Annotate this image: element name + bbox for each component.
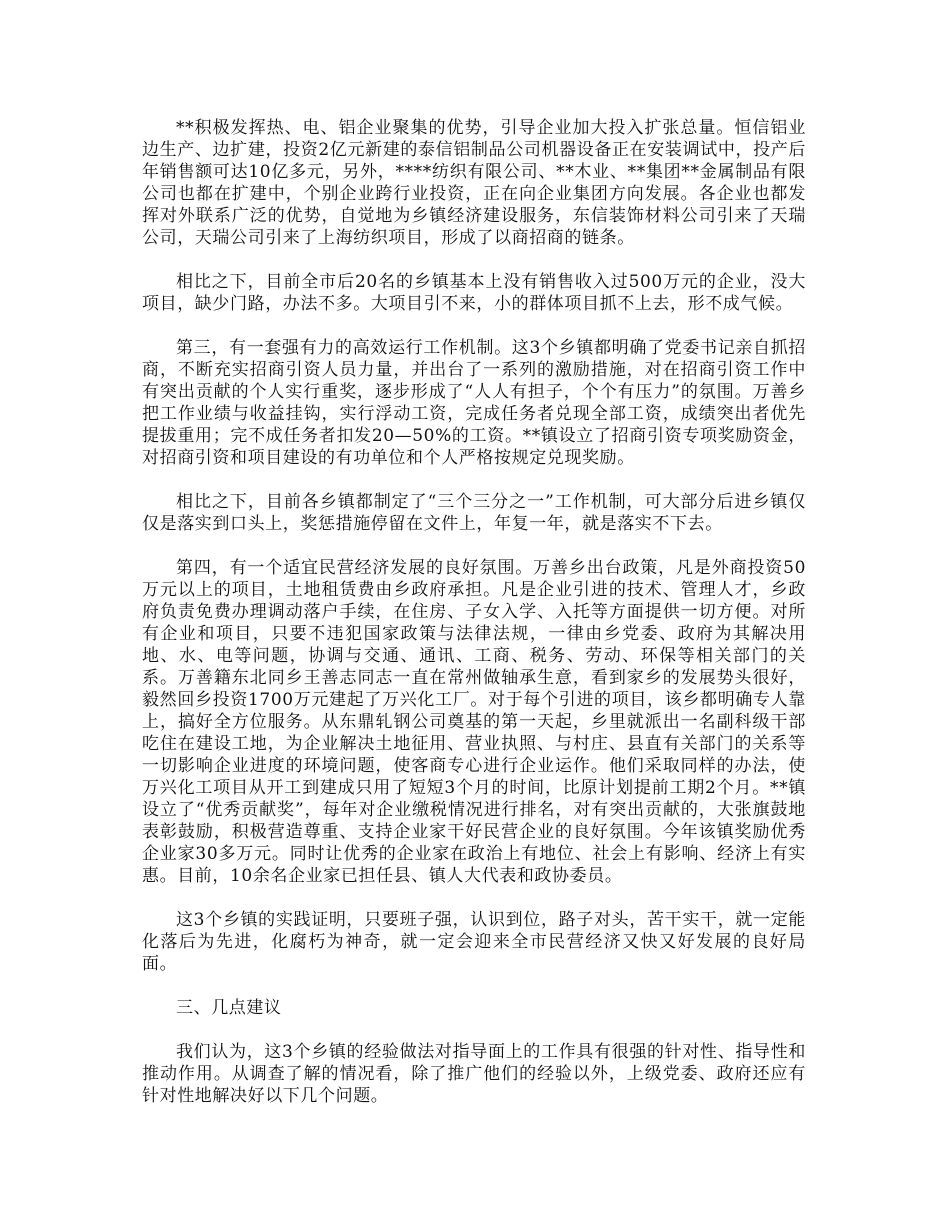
paragraph-comparison-mechanism: 相比之下，目前各乡镇都制定了“三个三分之一”工作机制，可大部分后进乡镇仅仅是落实到口头上，奖惩措施停留在文件上，年复一年，就是落实不下去。 xyxy=(142,492,806,534)
document-body xyxy=(142,117,806,1129)
section-heading-suggestions: 三、几点建议 xyxy=(176,998,282,1018)
paragraph-comparison-bottom-20: 相比之下，目前全市后20名的乡镇基本上没有销售收入过500万元的企业，没大项目，缺少门路，办法不多。大项目引不来，小的群体项目抓不上去，形不成气候。 xyxy=(142,272,806,314)
paragraph-practice-proves: 这3个乡镇的实践证明，只要班子强，认识到位，路子对头，苦干实干，就一定能化落后为先进，化腐朽为神奇，就一定会迎来全市民营经济又快又好发展的良好局面。 xyxy=(142,910,806,974)
paragraph-third-mechanism: 第三，有一套强有力的高效运行工作机制。这3个乡镇都明确了党委书记亲自抓招商，不断充实招商引资人员力量，并出台了一系列的激励措施，对在招商引资工作中有突出贡献的个人实行重奖，逐步形成了“人人有担子，个个有压力”的氛围。万善乡把工作业绩与收益挂钩，实行浮动工资，完成任务者兑现全部工资，成绩突出者优先提拔重用；完不成任务者扣发20—50%的工资。**镇设立了招商引资专项奖励资金，对招商引资和项目建设的有功单位和个人严格按规定兑现奖励。 xyxy=(142,338,806,468)
paragraph-conclusion: 我们认为，这3个乡镇的经验做法对指导面上的工作具有很强的针对性、指导性和推动作用。从调查了解的情况看，除了推广他们的经验以外，上级党委、政府还应有针对性地解决好以下几个问题。 xyxy=(142,1042,806,1106)
paragraph-enterprise-aggregation: **积极发挥热、电、铝企业聚集的优势，引导企业加大投入扩张总量。恒信铝业边生产、边扩建，投资2亿元新建的泰信铝制品公司机器设备正在安装调试中，投产后年销售额可达10亿多元，另外，****纺织有限公司、**木业、**集团**金属制品有限公司也都在扩建中，个别企业跨行业投资，正在向企业集团方向发展。各企业也都发挥对外联系广泛的优势，自觉地为乡镇经济建设服务，东信装饰材料公司引来了天瑞公司，天瑞公司引来了上海纺织项目，形成了以商招商的链条。 xyxy=(142,118,806,248)
paragraph-fourth-atmosphere: 第四，有一个适宜民营经济发展的良好氛围。万善乡出台政策，凡是外商投资50万元以上的项目，土地租赁费由乡政府承担。凡是企业引进的技术、管理人才，乡政府负责免费办理调动落户手续，在住房、子女入学、入托等方面提供一切方便。对所有企业和项目，只要不违犯国家政策与法律法规，一律由乡党委、政府为其解决用地、水、电等问题，协调与交通、通讯、工商、税务、劳动、环保等相关部门的关系。万善籍东北同乡王善志同志一直在常州做轴承生意，看到家乡的发展势头很好，毅然回乡投资1700万元建起了万兴化工厂。对于每个引进的项目，该乡都明确专人靠上，搞好全方位服务。从东鼎轧钢公司奠基的第一天起，乡里就派出一名副科级干部吃住在建设工地，为企业解决土地征用、营业执照、与村庄、县直有关部门的关系等一切影响企业进度的环境问题，使客商专心进行企业运作。他们采取同样的办法，使万兴化工项目从开工到建成只用了短短3个月的时间，比原计划提前工期2个月。**镇设立了“优秀贡献奖”，每年对企业缴税情况进行排名，对有突出贡献的，大张旗鼓地表彰鼓励，积极营造尊重、支持企业家干好民营企业的良好氛围。今年该镇奖励优秀企业家30多万元。同时让优秀的企业家在政治上有地位、社会上有影响、经济上有实惠。目前，10余名企业家已担任县、镇人大代表和政协委员。 xyxy=(142,558,806,886)
